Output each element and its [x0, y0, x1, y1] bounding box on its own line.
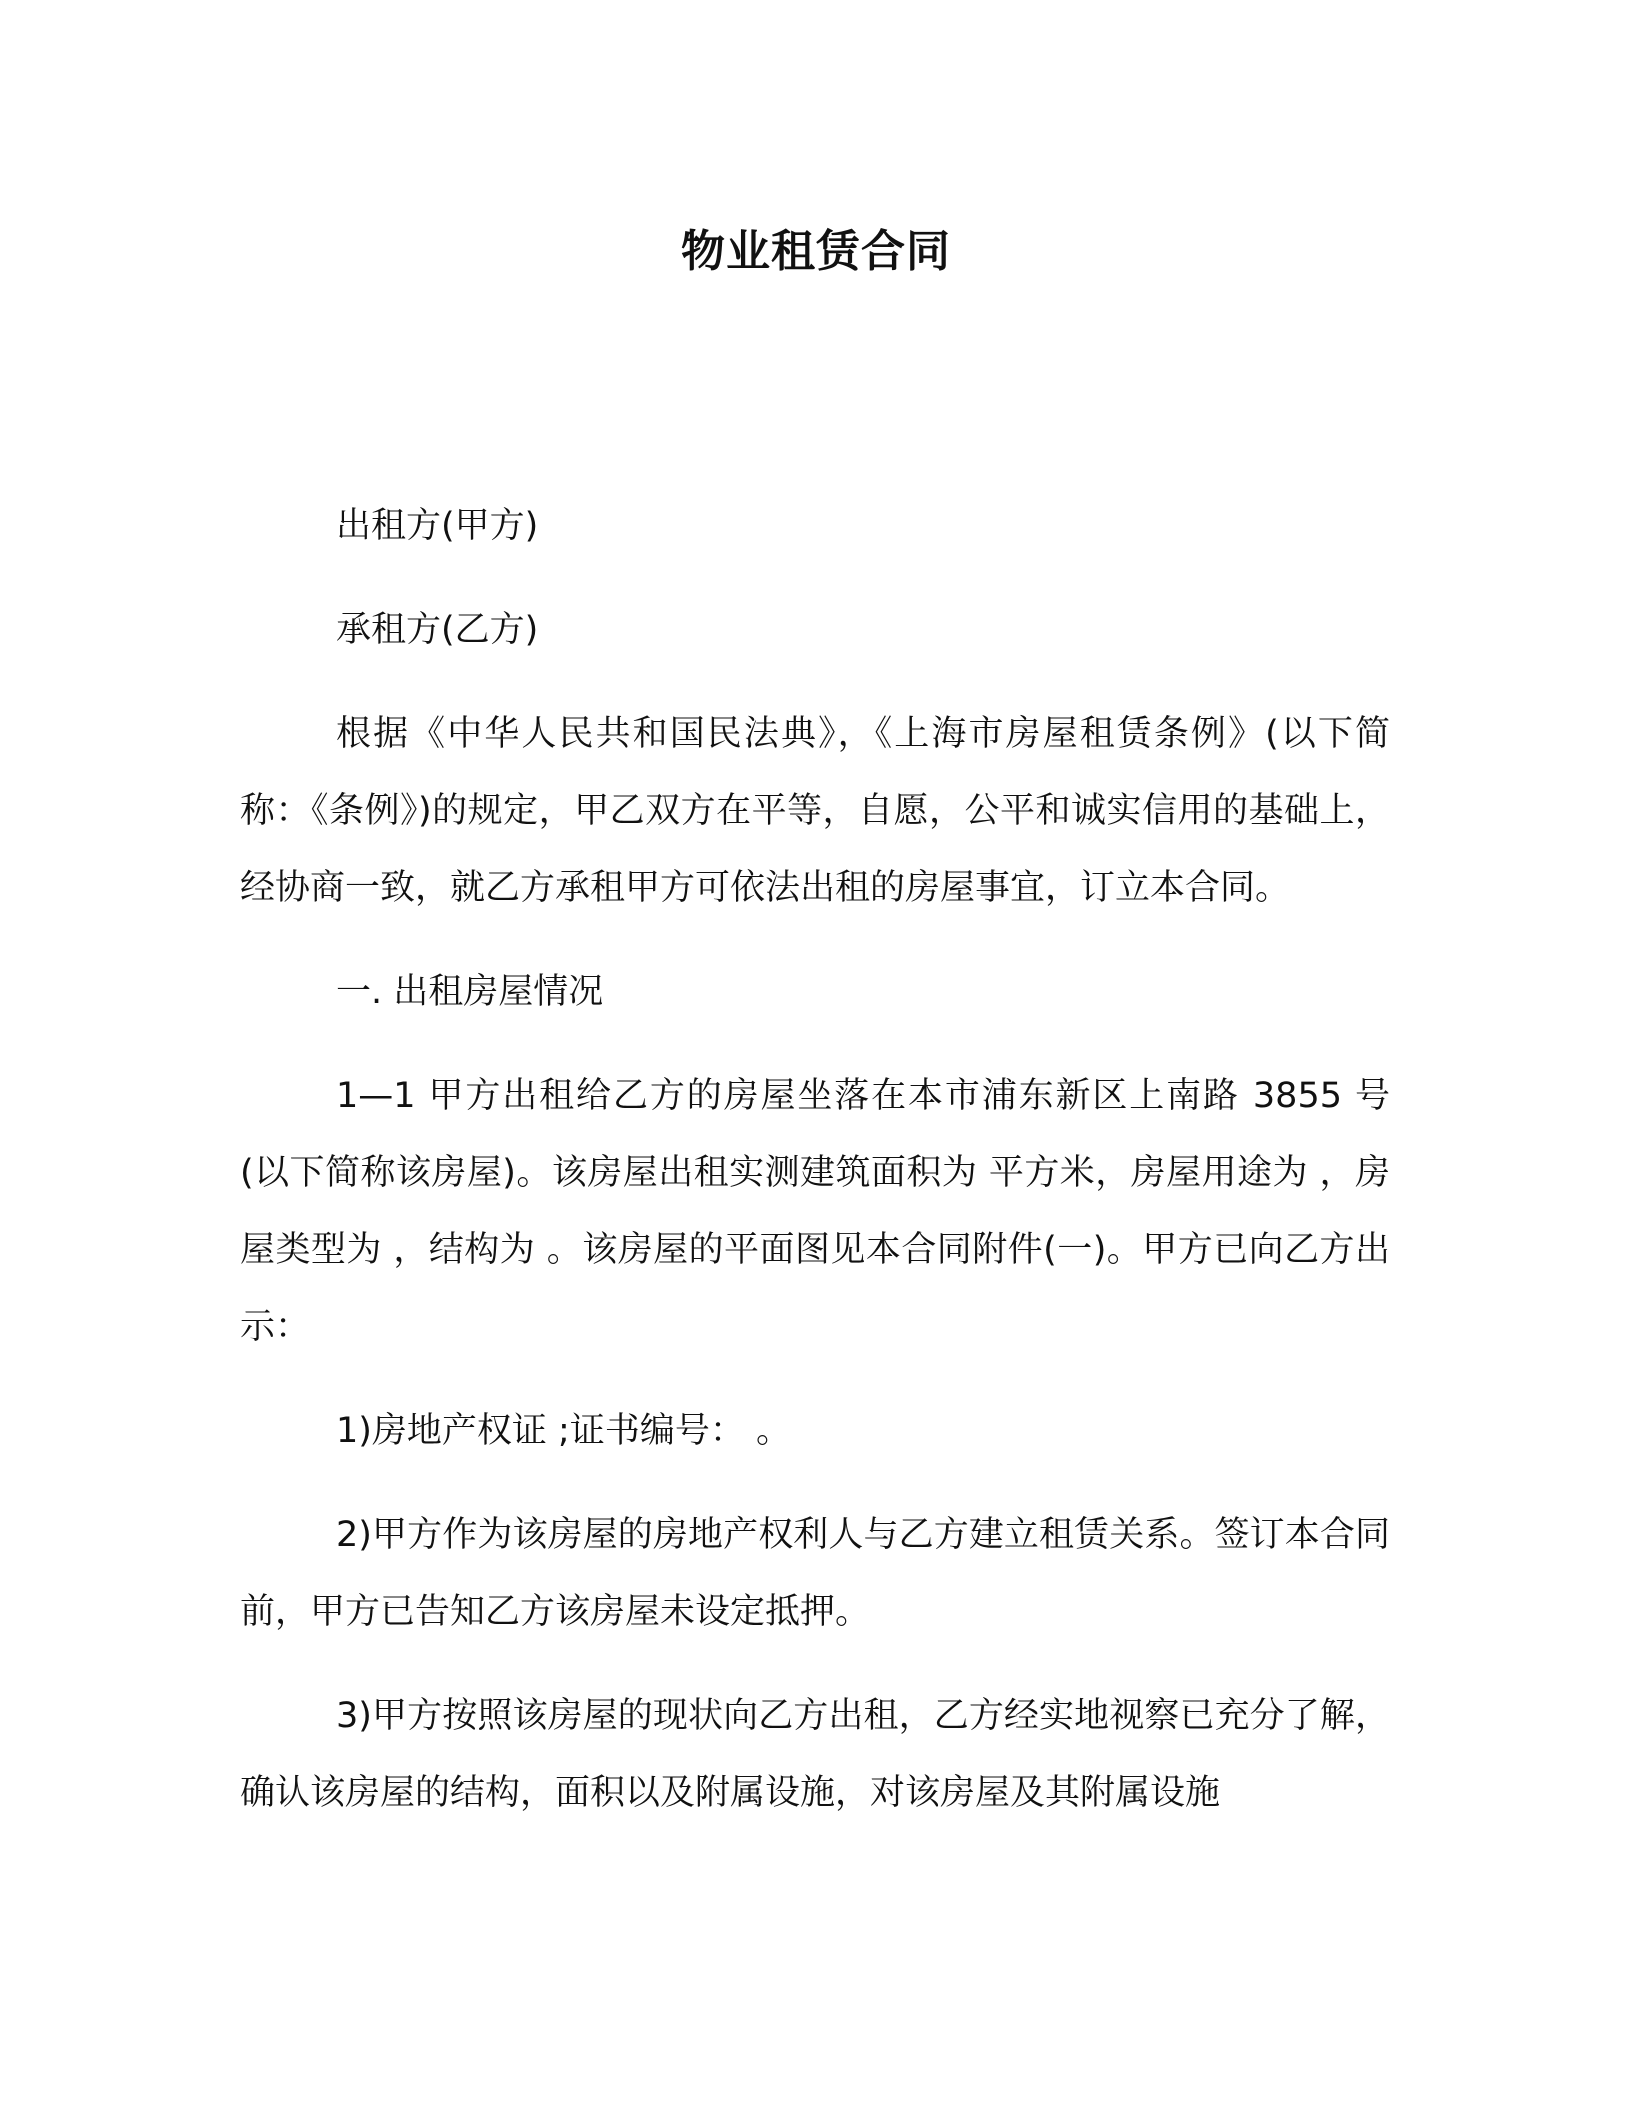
clause-item: 1)房地产权证 ;证书编号： 。	[336, 1411, 791, 1451]
clause-item: 3)甲方按照该房屋的现状向乙方出租，乙方经实地视察已充分了解，确认该房屋的结构，面积以及附属设施，对该房屋及其附属设施	[240, 1696, 1390, 1813]
section-heading: 一. 出租房屋情况	[336, 972, 604, 1012]
preamble-paragraph: 根据《中华人民共和国民法典》，《上海市房屋租赁条例》(以下简称：《条例》)的规定，甲乙双方在平等，自愿，公平和诚实信用的基础上，经协商一致，就乙方承租甲方可依法出租的房屋事宜，订立本合同。	[240, 714, 1390, 908]
document-body	[240, 488, 1390, 1859]
clause-paragraph: 1—1 甲方出租给乙方的房屋坐落在本市浦东新区上南路 3855 号(以下简称该房屋)。该房屋出租实测建筑面积为 平方米，房屋用途为 ，房屋类型为 ，结构为 。该房屋的平面图见本合同附件(一)。甲方已向乙方出示：	[240, 1076, 1390, 1347]
clause-item: 2)甲方作为该房屋的房地产权利人与乙方建立租赁关系。签订本合同前，甲方已告知乙方该房屋未设定抵押。	[240, 1515, 1390, 1632]
lessee-line: 承租方(乙方)	[336, 610, 539, 650]
lessor-line: 出租方(甲方)	[336, 506, 539, 546]
document-title: 物业租赁合同	[681, 226, 951, 277]
